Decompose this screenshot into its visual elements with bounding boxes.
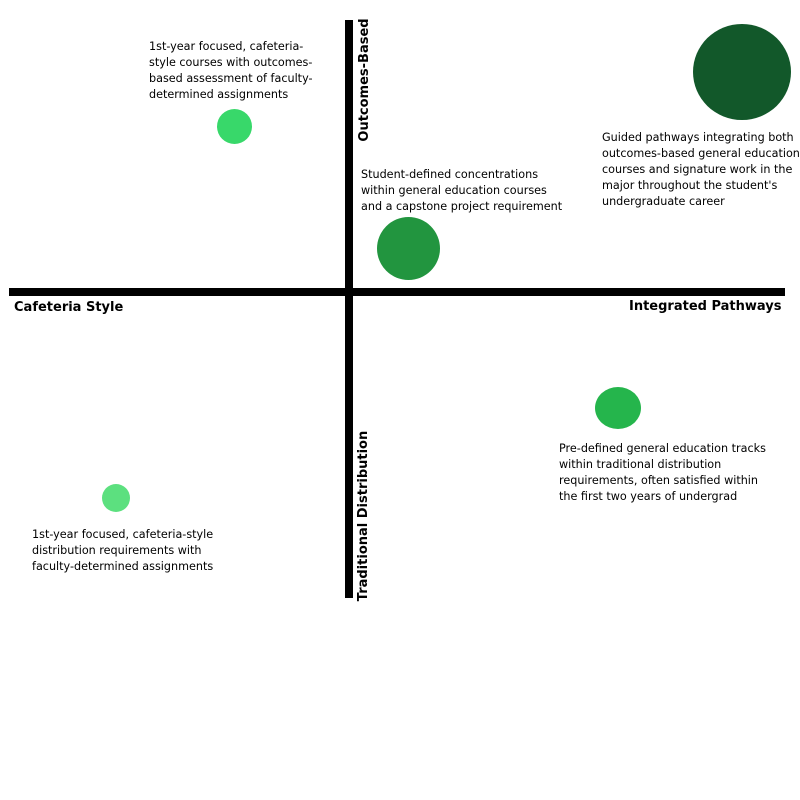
- note-guided-pathways: [602, 130, 800, 210]
- bubble-cafeteria-outcomes: [217, 109, 252, 144]
- note-line: Pre-defined general education tracks: [559, 442, 766, 455]
- note-line: and a capstone project requirement: [361, 200, 563, 213]
- vertical-axis: [345, 20, 353, 598]
- note-line: distribution requirements with: [32, 544, 202, 557]
- note-line: the first two years of undergrad: [559, 490, 738, 503]
- note-cafeteria-distribution: [32, 527, 213, 575]
- axis-label-traditional-distribution: Traditional Distribution: [356, 430, 371, 602]
- note-line: determined assignments: [149, 88, 289, 101]
- note-line: style courses with outcomes-: [149, 56, 313, 69]
- axis-label-cafeteria-style: Cafeteria Style: [14, 300, 124, 315]
- note-cafeteria-outcomes: [149, 39, 313, 103]
- note-line: undergraduate career: [602, 195, 725, 208]
- note-line: courses and signature work in the: [602, 163, 793, 176]
- note-line: major throughout the student's: [602, 179, 778, 192]
- note-line: outcomes-based general education: [602, 147, 800, 160]
- note-student-defined: [361, 167, 562, 215]
- note-line: within traditional distribution: [559, 458, 722, 471]
- note-line: within general education courses: [361, 184, 547, 197]
- note-predefined-tracks: [559, 441, 766, 505]
- note-line: based assessment of faculty-: [149, 72, 313, 85]
- note-line: Student-defined concentrations: [361, 168, 539, 181]
- axis-label-integrated-pathways: Integrated Pathways: [629, 299, 782, 314]
- note-line: faculty-determined assignments: [32, 560, 214, 573]
- bubble-predefined-tracks: [595, 387, 641, 429]
- note-line: Guided pathways integrating both: [602, 131, 794, 144]
- note-line: requirements, often satisfied within: [559, 474, 759, 487]
- note-line: 1st-year focused, cafeteria-: [149, 40, 304, 53]
- horizontal-axis: [9, 288, 785, 296]
- axis-label-outcomes-based: Outcomes-Based: [357, 18, 372, 142]
- bubble-student-defined: [377, 217, 440, 280]
- bubble-cafeteria-distribution: [102, 484, 130, 512]
- bubble-guided-pathways: [693, 24, 791, 120]
- note-line: 1st-year focused, cafeteria-style: [32, 528, 214, 541]
